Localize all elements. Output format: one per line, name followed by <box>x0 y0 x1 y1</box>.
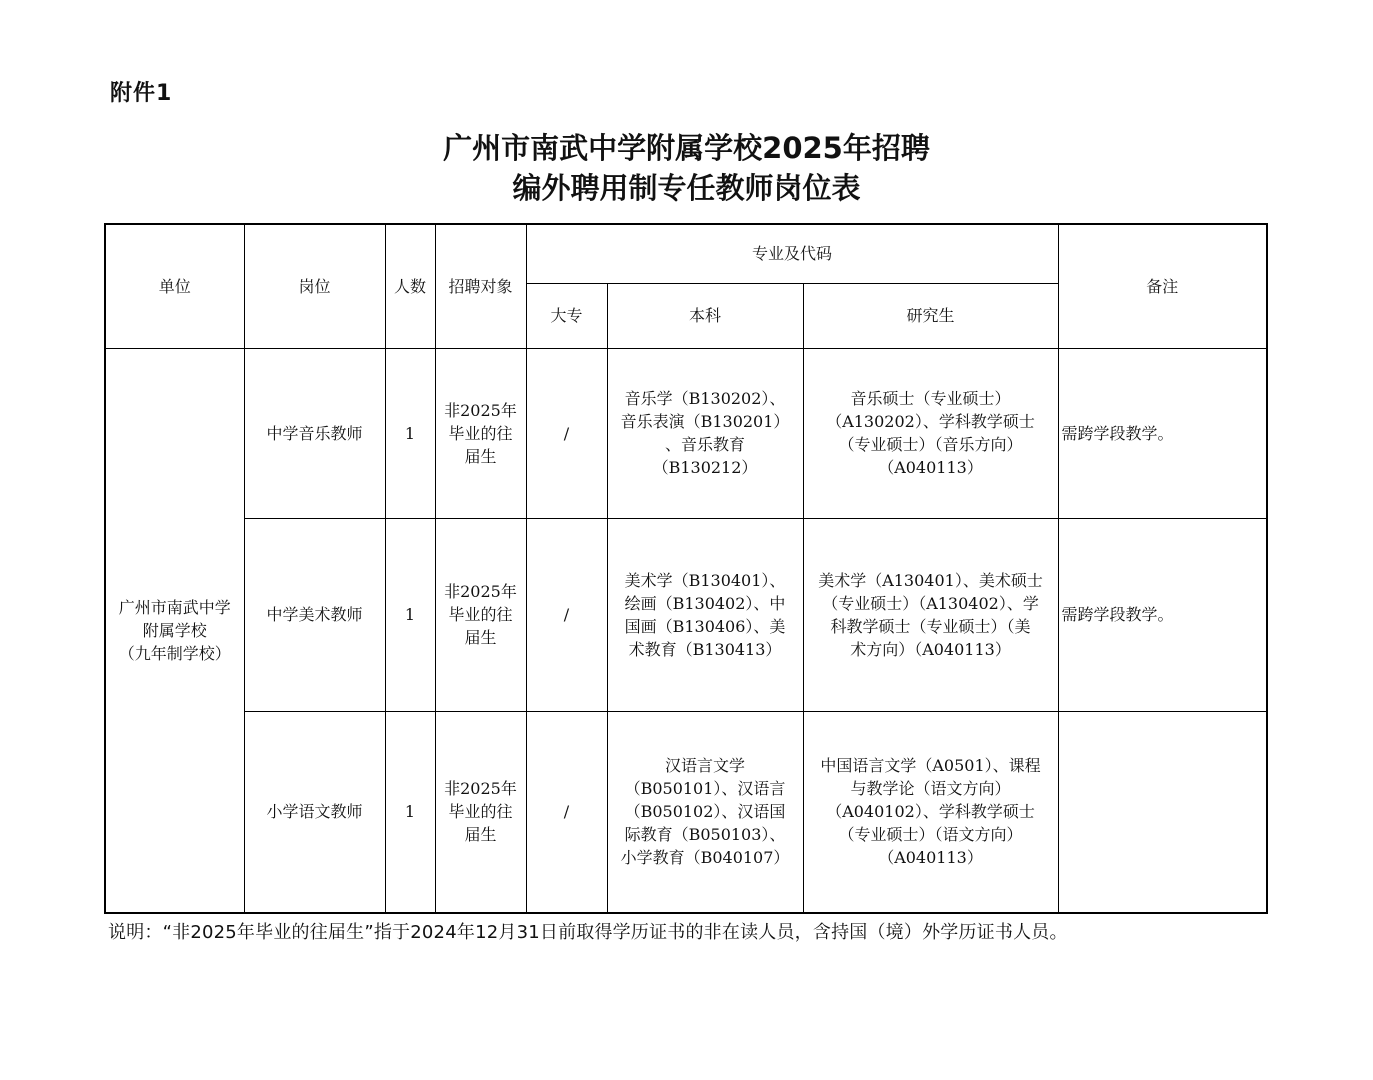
remark-cell: 需跨学段教学。 <box>1058 518 1267 711</box>
graduate-cell <box>803 348 1058 518</box>
graduate-line: （A040113） <box>878 848 983 868</box>
header-unit: 单位 <box>105 224 244 348</box>
target-line: 届生 <box>464 825 497 845</box>
title-line-2: 编外聘用制专任教师岗位表 <box>512 171 861 205</box>
count-cell: 1 <box>385 348 435 518</box>
target-cell <box>435 348 526 518</box>
header-row-1 <box>105 224 1267 283</box>
target-line: 届生 <box>464 446 497 466</box>
target-cell <box>435 711 526 913</box>
undergrad-line: 小学教育（B040107） <box>620 848 790 868</box>
header-college: 大专 <box>526 283 607 348</box>
table-row <box>105 711 1267 913</box>
undergrad-cell <box>607 711 803 913</box>
target-line: 毕业的往 <box>448 423 513 443</box>
undergrad-line: 术教育（B130413） <box>628 639 782 659</box>
undergrad-line: （B050101）、汉语言 <box>624 779 786 799</box>
graduate-line: 音乐硕士（专业硕士） <box>850 389 1011 408</box>
count-cell: 1 <box>385 518 435 711</box>
header-target: 招聘对象 <box>435 224 526 348</box>
undergrad-line: 、音乐教育 <box>664 435 745 454</box>
college-cell: / <box>526 348 607 518</box>
post-cell: 中学音乐教师 <box>244 348 385 518</box>
page-title <box>0 128 1373 208</box>
graduate-line: （专业硕士）（音乐方向） <box>838 435 1023 454</box>
unit-name-cell <box>105 348 244 913</box>
attachment-label: 附件1 <box>110 81 173 106</box>
undergrad-line: （B050102）、汉语国 <box>624 802 786 822</box>
remark-cell: 需跨学段教学。 <box>1058 348 1267 518</box>
undergrad-line: 美术学（B130401）、 <box>624 570 786 590</box>
header-count: 人数 <box>385 224 435 348</box>
target-line: 届生 <box>464 628 497 647</box>
graduate-line: （专业硕士）（语文方向） <box>838 825 1023 845</box>
graduate-line: （A040102）、学科教学硕士 <box>826 802 1035 822</box>
undergrad-cell <box>607 518 803 711</box>
graduate-line: 术方向）（A040113） <box>850 639 1011 659</box>
graduate-line: （专业硕士）（A130402）、学 <box>822 593 1039 613</box>
unit-name-line: 广州市南武中学 <box>118 597 231 617</box>
remark-cell <box>1058 711 1267 913</box>
title-line-1: 广州市南武中学附属学校2025年招聘 <box>443 131 930 165</box>
header-remark: 备注 <box>1058 224 1267 348</box>
graduate-line: （A040113） <box>878 458 983 477</box>
target-line: 非2025年 <box>444 582 517 601</box>
unit-name-line: 附属学校 <box>142 620 207 640</box>
undergrad-line: 国画（B130406）、美 <box>624 616 786 636</box>
graduate-line: （A130202）、学科教学硕士 <box>826 412 1035 431</box>
header-undergrad: 本科 <box>607 283 803 348</box>
undergrad-line: 音乐学（B130202）、 <box>624 389 786 408</box>
graduate-line: 与教学论（语文方向） <box>850 779 1011 799</box>
graduate-cell <box>803 711 1058 913</box>
undergrad-line: （B130212） <box>652 458 758 477</box>
undergrad-line: 音乐表演（B130201） <box>620 412 790 431</box>
positions-table <box>104 223 1268 914</box>
count-cell: 1 <box>385 711 435 913</box>
undergrad-line: 际教育（B050103）、 <box>624 825 786 845</box>
table-row <box>105 348 1267 518</box>
footnote: 说明：“非2025年毕业的往届生”指于2024年12月31日前取得学历证书的非在读人员，含持国（境）外学历证书人员。 <box>108 922 1068 943</box>
post-cell: 中学美术教师 <box>244 518 385 711</box>
target-cell <box>435 518 526 711</box>
post-cell: 小学语文教师 <box>244 711 385 913</box>
graduate-line: 科教学硕士（专业硕士）（美 <box>830 616 1031 636</box>
header-graduate: 研究生 <box>803 283 1058 348</box>
undergrad-line: 绘画（B130402）、中 <box>624 593 786 613</box>
target-line: 毕业的往 <box>448 605 513 624</box>
undergrad-line: 汉语言文学 <box>664 756 745 776</box>
graduate-cell <box>803 518 1058 711</box>
college-cell: / <box>526 518 607 711</box>
undergrad-cell <box>607 348 803 518</box>
table-row <box>105 518 1267 711</box>
target-line: 非2025年 <box>444 779 517 799</box>
college-cell: / <box>526 711 607 913</box>
header-post: 岗位 <box>244 224 385 348</box>
unit-name-line: （九年制学校） <box>118 643 231 663</box>
header-major-group: 专业及代码 <box>526 224 1058 283</box>
target-line: 毕业的往 <box>448 802 513 822</box>
target-line: 非2025年 <box>444 400 517 420</box>
graduate-line: 中国语言文学（A0501）、课程 <box>820 756 1041 776</box>
graduate-line: 美术学（A130401）、美术硕士 <box>818 570 1043 590</box>
